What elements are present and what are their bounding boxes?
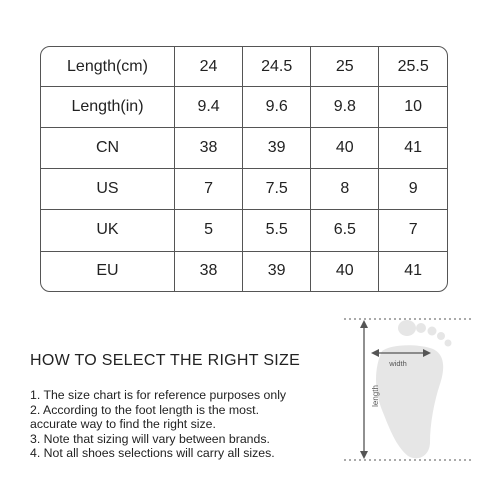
row-label: Length(in) [41,87,175,128]
table-cell: 9.4 [175,87,243,128]
size-chart-table [40,46,448,292]
table-row-length-in [41,87,447,128]
table-cell: 40 [311,128,379,169]
width-label: width [389,359,407,368]
table-cell: 5.5 [243,210,311,251]
table-cell: 24 [175,47,243,87]
table-cell: 41 [379,251,447,291]
row-label: US [41,169,175,210]
table-row-us [41,169,447,210]
table-cell: 9.6 [243,87,311,128]
guide-notes [30,388,340,461]
table-cell: 9.8 [311,87,379,128]
table-row-uk [41,210,447,251]
table-cell: 6.5 [311,210,379,251]
row-label: CN [41,128,175,169]
table-cell: 5 [175,210,243,251]
table-cell: 7 [175,169,243,210]
size-chart [41,47,447,291]
table-cell: 8 [311,169,379,210]
table-cell: 25 [311,47,379,87]
table-cell: 41 [379,128,447,169]
row-label: EU [41,251,175,291]
foot-measurement-diagram [334,306,484,470]
table-row-cn [41,128,447,169]
table-cell: 7 [379,210,447,251]
length-arrow [360,320,368,459]
table-cell: 25.5 [379,47,447,87]
table-row-eu [41,251,447,291]
length-label: length [371,385,380,407]
table-cell: 39 [243,128,311,169]
table-cell: 40 [311,251,379,291]
guide-title: HOW TO SELECT THE RIGHT SIZE [30,352,301,369]
table-cell: 9 [379,169,447,210]
table-cell: 7.5 [243,169,311,210]
table-cell: 10 [379,87,447,128]
guide-note: 2. According to the foot length is the most. [30,402,259,417]
table-cell: 39 [243,251,311,291]
guide-note: accurate way to find the right size. [30,417,216,432]
guide-note: 4. Not all shoes selections will carry all sizes. [30,446,275,461]
table-cell: 24.5 [243,47,311,87]
table-cell: 38 [175,251,243,291]
guide-note: 3. Note that sizing will vary between brands. [30,431,270,446]
foot-icon [376,320,452,458]
guide-note: 1. The size chart is for reference purposes only [30,388,287,402]
row-label: UK [41,210,175,251]
table-cell: 38 [175,128,243,169]
row-label: Length(cm) [41,47,175,87]
table-row-length-cm [41,47,447,87]
